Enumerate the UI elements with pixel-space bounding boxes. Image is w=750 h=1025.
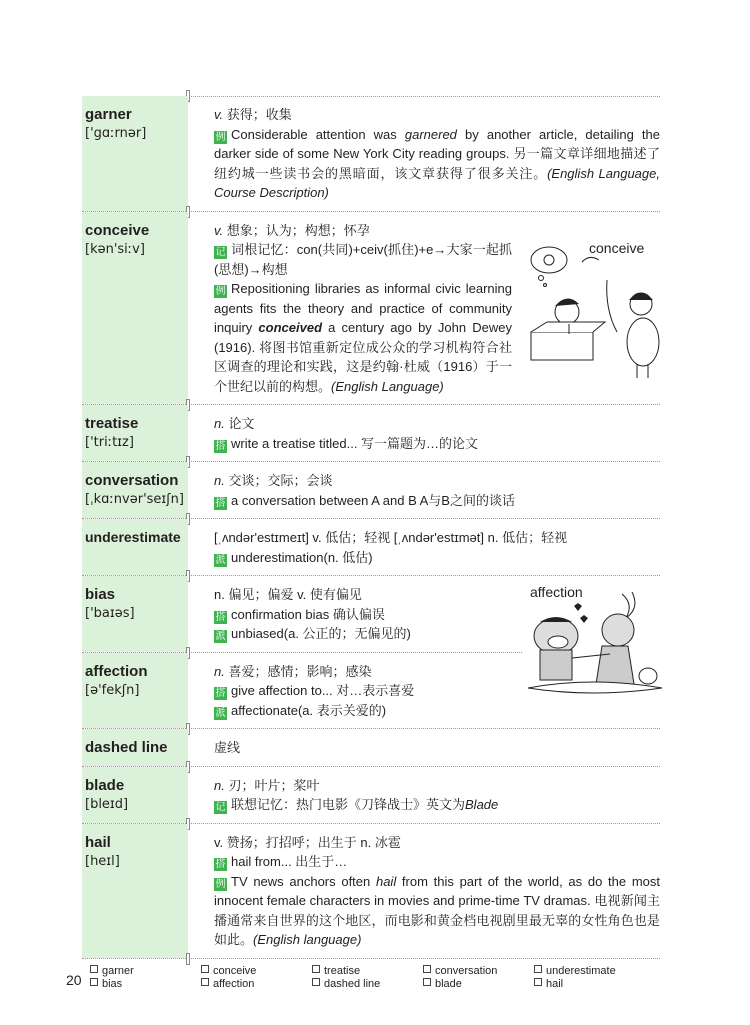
entry-blade	[82, 767, 660, 824]
definition: v. 赞扬；打招呼；出生于 n. 冰雹	[214, 834, 401, 850]
checkbox-icon[interactable]	[312, 978, 320, 986]
phonetic: ['gɑːrnər]	[85, 126, 147, 141]
headword-cell	[82, 462, 188, 518]
entry-treatise	[82, 405, 660, 462]
headword: garner	[85, 106, 132, 123]
checkbox-icon[interactable]	[423, 965, 431, 973]
definition-cell	[188, 729, 660, 766]
definition: v. 想象；认为；构想；怀孕	[214, 222, 370, 238]
entry-bias	[82, 576, 660, 653]
definition: n. 交谈；交际；会谈	[214, 473, 333, 488]
headword: conceive	[85, 221, 150, 239]
illustration-caption: affection	[530, 584, 583, 600]
checkbox-icon[interactable]	[201, 965, 209, 973]
memory-tag-icon: 记	[215, 247, 226, 258]
phonetic: [ˌkɑːnvər'seɪʃn]	[85, 492, 184, 507]
headword-cell	[82, 96, 188, 211]
definition-cell	[188, 767, 660, 823]
collocation-tag-icon: 搭	[215, 611, 226, 623]
checklist-item[interactable]: conversation	[423, 965, 534, 978]
derivative-tag-icon: 派	[215, 554, 226, 566]
collocation-tag-icon: 搭	[215, 497, 226, 509]
headword-cell	[82, 824, 188, 958]
definition-cell	[188, 824, 660, 958]
phonetic: [ə'fekʃn]	[85, 682, 140, 698]
cartoon-pig-and-girl-icon	[522, 584, 672, 699]
phonetic: [kən'siːv]	[85, 241, 145, 257]
page-number: 20	[66, 972, 82, 988]
phonetic: ['triːtɪz]	[85, 435, 134, 450]
headword-cell	[82, 405, 188, 461]
collocation-tag-icon: 搭	[215, 440, 226, 452]
checklist-item[interactable]: treatise	[312, 965, 423, 978]
entry-conversation	[82, 462, 660, 519]
checklist-item[interactable]: dashed line	[312, 978, 423, 991]
definition: n. 偏见；偏爱 v. 使有偏见	[214, 587, 362, 602]
headword: hail	[85, 833, 111, 851]
entry-dashed-line	[82, 729, 660, 767]
checkbox-icon[interactable]	[423, 978, 431, 986]
headword-cell	[82, 576, 188, 652]
definition-cell	[188, 405, 660, 461]
collocation: 搭 a conversation between A and B A与B之间的谈话	[215, 492, 515, 509]
checkbox-icon[interactable]	[90, 978, 98, 986]
derivative: 派 unbiased(a. 公正的；无偏见的)	[215, 626, 411, 642]
entry-hail	[82, 824, 660, 959]
example: 例 Considerable attention was garnered by another article, detailing the darker side of some New York City reading groups. 另一篇文章详细地描述了纽约城一些读书会的黑暗面，该文章获得了很多关注。(English Language, Course Description)	[214, 126, 660, 200]
collocation: 搭 confirmation bias 确认偏误	[215, 606, 385, 623]
example: 例 TV news anchors often hail from this part of the world, as do the most innocent female characters in movies and prime-time TV dramas. 电视新闻主播通常来自世界的这个地区，而电影和黄金档电视剧里最无辜的女性角色也是如此。(English language)	[214, 873, 660, 947]
vocabulary-list	[82, 96, 660, 959]
collocation: 搭 write a treatise titled... 写一篇题为…的论文	[215, 435, 479, 452]
cartoon-man-and-pregnant-woman-icon	[527, 240, 677, 390]
affection-illustration	[522, 584, 672, 699]
memory-note: 记 词根记忆：con(共同)+ceiv(抓住)+e→大家一起抓(思想)→构想	[214, 242, 512, 277]
headword-cell	[82, 212, 188, 405]
phonetic: [bleɪd]	[85, 796, 129, 812]
definition: 虚线	[214, 740, 241, 755]
checklist-item[interactable]: hail	[534, 978, 645, 991]
headword-cell	[82, 519, 188, 575]
phonetic: [heɪl]	[85, 853, 120, 869]
derivative: 派 underestimation(n. 低估)	[215, 549, 373, 566]
headword-cell	[82, 767, 188, 823]
checkbox-icon[interactable]	[90, 965, 98, 973]
conceive-illustration	[527, 240, 677, 390]
headword-cell	[82, 729, 188, 766]
definition: v. 获得；收集	[214, 107, 292, 122]
definition-cell	[188, 96, 660, 211]
checklist-item[interactable]: blade	[423, 978, 534, 991]
checklist-item[interactable]: bias	[90, 978, 201, 991]
memory-tag-icon: 记	[215, 802, 226, 813]
collocation-tag-icon: 搭	[215, 688, 226, 699]
headword: underestimate	[85, 529, 181, 545]
definition: n. 论文	[214, 416, 255, 431]
entry-conceive	[82, 212, 660, 406]
headword-cell	[82, 653, 188, 729]
collocation: 搭 give affection to... 对…表示喜爱	[215, 683, 415, 699]
column-tick	[186, 953, 190, 965]
illustration-caption: conceive	[589, 239, 645, 256]
checklist-grid	[90, 965, 645, 991]
definition-cell	[188, 519, 660, 575]
definition: n. 喜爱；感情；影响；感染	[214, 663, 372, 679]
checkbox-icon[interactable]	[534, 965, 542, 973]
phonetic: ['baɪəs]	[85, 606, 135, 621]
example-tag-icon: 例	[215, 131, 226, 143]
headword: dashed line	[85, 739, 168, 756]
definition-cell	[188, 462, 660, 518]
example: 例 Repositioning libraries as informal civic learning agents fits the theory and practice of community inquiry conceived a century ago by John Dewey (1916). 将图书馆重新定位成公众的学习机构符合社区调查的理论和实践，这是约翰·杜威（1916）于一个世纪以前的构想。(English Language)	[214, 281, 512, 394]
example-tag-icon: 例	[215, 286, 226, 297]
entry-garner	[82, 96, 660, 212]
definition: n. 刃；叶片；桨叶	[214, 777, 320, 793]
headword: treatise	[85, 415, 139, 432]
checklist-item[interactable]: garner	[90, 965, 201, 978]
example-tag-icon: 例	[215, 878, 226, 890]
headword: bias	[85, 586, 116, 603]
memory-note: 记 联想记忆：热门电影《刀锋战士》英文为Blade	[215, 797, 499, 813]
checkbox-icon[interactable]	[534, 978, 542, 986]
definition: [ˌʌndər'estɪmeɪt] v. 低估；轻视 [ˌʌndər'estɪmət] n. 低估；轻视	[214, 530, 568, 545]
derivative: 派 affectionate(a. 表示关爱的)	[215, 702, 387, 719]
checklist-item[interactable]: affection	[201, 978, 312, 991]
headword: blade	[85, 776, 125, 794]
derivative-tag-icon: 派	[215, 707, 226, 719]
checkbox-icon[interactable]	[201, 978, 209, 986]
derivative-tag-icon: 派	[215, 631, 226, 642]
collocation-tag-icon: 搭	[215, 859, 226, 870]
checklist-item[interactable]: underestimate	[534, 965, 645, 978]
headword: affection	[85, 662, 148, 680]
checklist-item[interactable]: conceive	[201, 965, 312, 978]
collocation: 搭 hail from... 出生于…	[215, 854, 348, 870]
entry-underestimate	[82, 519, 660, 576]
headword: conversation	[85, 472, 179, 489]
checkbox-icon[interactable]	[312, 965, 320, 973]
